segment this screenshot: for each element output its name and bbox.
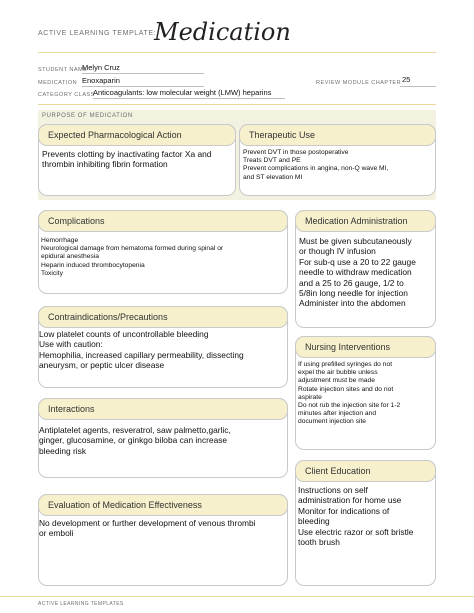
review-module-label: REVIEW MODULE CHAPTER [316, 80, 402, 86]
student-name-underline [82, 73, 204, 74]
medication-administration-title: Medication Administration [295, 210, 436, 232]
footer-label: ACTIVE LEARNING TEMPLATES [38, 601, 124, 607]
medication-administration-text[interactable]: Must be given subcutaneously or though IV infusion For sub-q use a 20 to 22 gauge needle to withdraw medication and a 25 to 26 gauge, 1/2 to 5/8in long needle for injection Administer into the abdomen [299, 236, 416, 309]
student-name-label: STUDENT NAME [38, 67, 88, 73]
client-education-title: Client Education [295, 460, 436, 482]
review-module-value[interactable]: 25 [402, 75, 411, 84]
student-name-value[interactable]: Melyn Cruz [82, 63, 120, 72]
complications-text[interactable]: Hemorrhage Neurological damage from hematoma formed during spinal or epidural anesthesia Heparin induced thrombocytopenia Toxicity [41, 237, 224, 277]
template-header [38, 18, 438, 50]
template-label: ACTIVE LEARNING TEMPLATE: [38, 30, 157, 37]
purpose-label: PURPOSE OF MEDICATION [42, 113, 133, 119]
complications-title: Complications [38, 210, 288, 232]
evaluation-title: Evaluation of Medication Effectiveness [38, 494, 288, 516]
nursing-interventions-title: Nursing Interventions [295, 336, 436, 358]
medication-value[interactable]: Enoxaparin [82, 76, 120, 85]
medication-underline [82, 86, 204, 87]
category-class-value[interactable]: Anticoagulants: low molecular weight (LMW) heparins [93, 88, 272, 97]
header-divider [38, 52, 436, 53]
nursing-interventions-text[interactable]: If using prefilled syringes do not expel the air bubble unless adjustment must be made Rotate injection sites and do not aspirate Do not rub the injection site for 1-2 minutes after injection and document injection site [298, 361, 401, 426]
therapeutic-use-text[interactable]: Prevent DVT in those postoperative Treats DVT and PE Prevent complications in angina, non-Q wave MI, and ST elevation MI [243, 149, 389, 181]
contraindications-title: Contraindications/Precautions [38, 306, 288, 328]
review-module-underline [400, 86, 436, 87]
expected-action-title: Expected Pharmacological Action [38, 124, 236, 146]
template-title: Medication [154, 18, 291, 46]
meta-divider [38, 104, 436, 105]
client-education-text[interactable]: Instructions on self administration for home use Monitor for indications of bleeding Use electric razor or soft bristle tooth brush [298, 485, 414, 548]
footer-divider [0, 596, 474, 597]
interactions-text[interactable]: Antiplatelet agents, resveratrol, saw palmetto,garlic, ginger, glucosamine, or ginkgo biloba can increase bleeding risk [39, 425, 231, 456]
expected-action-text[interactable]: Prevents clotting by inactivating factor Xa and thrombin inhibiting fibrin formation [42, 149, 212, 170]
category-class-underline [93, 98, 285, 99]
category-class-label: CATEGORY CLASS [38, 92, 95, 98]
medication-label: MEDICATION [38, 80, 78, 86]
interactions-title: Interactions [38, 398, 288, 420]
therapeutic-use-title: Therapeutic Use [239, 124, 436, 146]
evaluation-text[interactable]: No development or further development of venous thrombi or emboli [39, 518, 256, 539]
contraindications-text[interactable]: Low platelet counts of uncontrollable bleeding Use with caution: Hemophilia, increased capillary permeability, dissecting aneurysm, or peptic ulcer disease [39, 329, 244, 371]
